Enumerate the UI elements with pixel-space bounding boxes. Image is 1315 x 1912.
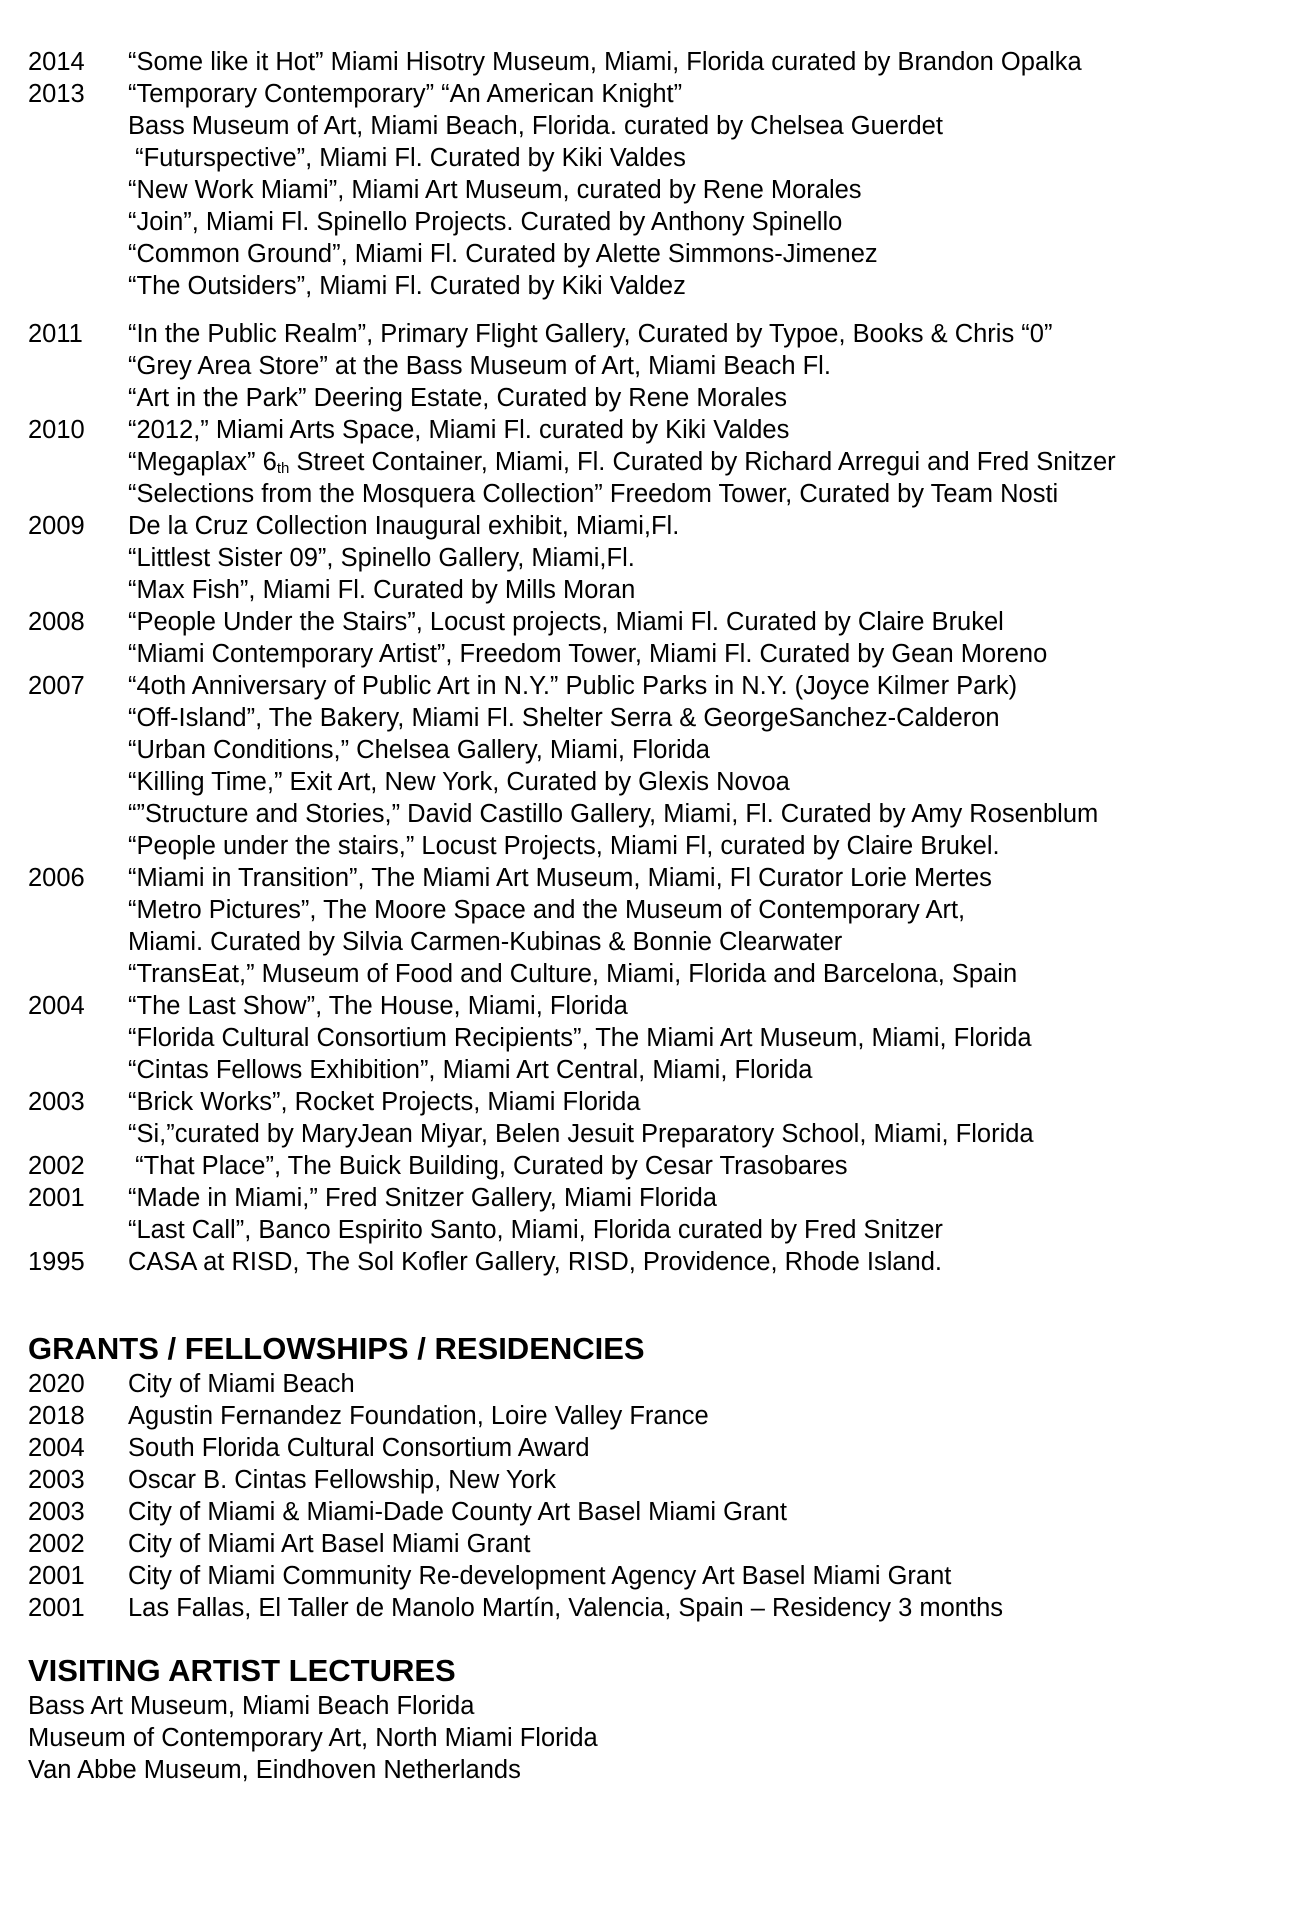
exhibition-row — [28, 862, 1288, 894]
exhibition-text: “4oth Anniversary of Public Art in N.Y.” Public Parks in N.Y. (Joyce Kilmer Park) — [128, 672, 1018, 700]
exhibition-text-pre: “Megaplax” 6 — [128, 448, 277, 476]
exhibition-year: 2007 — [28, 672, 85, 700]
exhibition-row — [28, 110, 1288, 142]
exhibition-text: “Miami Contemporary Artist”, Freedom Tower, Miami Fl. Curated by Gean Moreno — [128, 640, 1048, 668]
exhibition-row — [28, 46, 1288, 78]
exhibition-text: “Join”, Miami Fl. Spinello Projects. Curated by Anthony Spinello — [128, 208, 843, 236]
exhibition-year — [28, 142, 128, 174]
spacer — [28, 302, 1288, 318]
exhibition-year — [28, 734, 128, 766]
exhibition-row — [28, 1086, 1288, 1118]
exhibition-year — [28, 766, 128, 798]
exhibition-text: “Cintas Fellows Exhibition”, Miami Art Central, Miami, Florida — [128, 1056, 813, 1084]
exhibition-text: “TransEat,” Museum of Food and Culture, Miami, Florida and Barcelona, Spain — [128, 960, 1018, 988]
ordinal-suffix: th — [276, 460, 290, 477]
exhibition-year — [28, 478, 128, 510]
exhibition-row — [28, 78, 1288, 110]
exhibition-year — [28, 1214, 128, 1246]
exhibition-row — [28, 318, 1288, 350]
exhibition-text: “Urban Conditions,” Chelsea Gallery, Miami, Florida — [128, 736, 710, 764]
exhibition-text: “Brick Works”, Rocket Projects, Miami Florida — [128, 1088, 641, 1116]
exhibition-year: 2008 — [28, 608, 85, 636]
grant-year: 2004 — [28, 1434, 85, 1462]
exhibition-row — [28, 238, 1288, 270]
exhibition-year — [28, 702, 128, 734]
grant-text: City of Miami Community Re-development Agency Art Basel Miami Grant — [128, 1562, 952, 1590]
exhibition-row — [28, 1054, 1288, 1086]
grant-text: City of Miami Beach — [128, 1370, 355, 1398]
exhibition-text: “That Place”, The Buick Building, Curated by Cesar Trasobares — [128, 1152, 848, 1180]
exhibition-row — [28, 574, 1288, 606]
exhibition-text: “Futurspective”, Miami Fl. Curated by Kiki Valdes — [128, 144, 686, 172]
exhibition-year — [28, 382, 128, 414]
exhibition-year: 2011 — [28, 320, 83, 348]
exhibition-row — [28, 638, 1288, 670]
exhibition-text: “2012,” Miami Arts Space, Miami Fl. curated by Kiki Valdes — [128, 416, 790, 444]
grant-year: 2018 — [28, 1402, 85, 1430]
exhibition-text: “Florida Cultural Consortium Recipients”, The Miami Art Museum, Miami, Florida — [128, 1024, 1032, 1052]
exhibition-row — [28, 206, 1288, 238]
exhibition-text: “The Outsiders”, Miami Fl. Curated by Kiki Valdez — [128, 272, 686, 300]
exhibition-row — [28, 1022, 1288, 1054]
exhibition-year — [28, 574, 128, 606]
grant-text: City of Miami & Miami-Dade County Art Basel Miami Grant — [128, 1498, 787, 1526]
exhibition-text: “Max Fish”, Miami Fl. Curated by Mills Moran — [128, 576, 636, 604]
exhibition-row — [28, 382, 1288, 414]
exhibition-row — [28, 142, 1288, 174]
exhibition-text: “Some like it Hot” Miami Hisotry Museum, Miami, Florida curated by Brandon Opalka — [128, 48, 1082, 76]
exhibition-year — [28, 174, 128, 206]
exhibition-text: “The Last Show”, The House, Miami, Florida — [128, 992, 628, 1020]
exhibition-row — [28, 446, 1288, 478]
grant-year: 2001 — [28, 1594, 85, 1622]
exhibition-row — [28, 798, 1288, 830]
exhibition-year: 2004 — [28, 992, 85, 1020]
grant-year: 2002 — [28, 1530, 85, 1558]
exhibition-year — [28, 798, 128, 830]
grant-year: 2003 — [28, 1498, 85, 1526]
exhibition-row — [28, 174, 1288, 206]
exhibition-text: “Si,”curated by MaryJean Miyar, Belen Jesuit Preparatory School, Miami, Florida — [128, 1120, 1034, 1148]
exhibition-row — [28, 1246, 1288, 1278]
exhibition-text: “New Work Miami”, Miami Art Museum, curated by Rene Morales — [128, 176, 862, 204]
exhibition-text: “Killing Time,” Exit Art, New York, Curated by Glexis Novoa — [128, 768, 790, 796]
exhibition-text: “Metro Pictures”, The Moore Space and the Museum of Contemporary Art, — [128, 896, 966, 924]
exhibition-text: “Off-Island”, The Bakery, Miami Fl. Shelter Serra & GeorgeSanchez-Calderon — [128, 704, 1000, 732]
exhibition-year — [28, 110, 128, 142]
exhibition-row — [28, 1182, 1288, 1214]
exhibition-text: “Common Ground”, Miami Fl. Curated by Alette Simmons-Jimenez — [128, 240, 878, 268]
exhibition-row — [28, 702, 1288, 734]
exhibition-text: “Grey Area Store” at the Bass Museum of Art, Miami Beach Fl. — [128, 352, 831, 380]
exhibition-year — [28, 926, 128, 958]
exhibition-year: 1995 — [28, 1248, 85, 1276]
grant-year: 2003 — [28, 1466, 85, 1494]
exhibition-year: 2002 — [28, 1152, 85, 1180]
exhibition-text: “Selections from the Mosquera Collection” Freedom Tower, Curated by Team Nosti — [128, 480, 1059, 508]
exhibition-year — [28, 446, 128, 478]
exhibition-year: 2001 — [28, 1184, 85, 1212]
exhibition-text: “Made in Miami,” Fred Snitzer Gallery, Miami Florida — [128, 1184, 717, 1212]
grant-text: South Florida Cultural Consortium Award — [128, 1434, 590, 1462]
exhibition-row — [28, 606, 1288, 638]
exhibition-row — [28, 510, 1288, 542]
lecture-item: Museum of Contemporary Art, North Miami Florida — [28, 1724, 598, 1752]
exhibition-year — [28, 1118, 128, 1150]
exhibition-year — [28, 270, 128, 302]
grant-row — [28, 1368, 1288, 1400]
exhibition-year — [28, 958, 128, 990]
exhibition-row — [28, 270, 1288, 302]
exhibition-text: “Littlest Sister 09”, Spinello Gallery, Miami,Fl. — [128, 544, 635, 572]
cv-page — [28, 46, 1288, 1786]
exhibition-row — [28, 830, 1288, 862]
exhibition-row — [28, 894, 1288, 926]
exhibition-text: Miami. Curated by Silvia Carmen-Kubinas & Bonnie Clearwater — [128, 928, 843, 956]
exhibition-row — [28, 350, 1288, 382]
grant-row — [28, 1528, 1288, 1560]
exhibition-year — [28, 542, 128, 574]
exhibition-year — [28, 238, 128, 270]
exhibition-text: “”Structure and Stories,” David Castillo Gallery, Miami, Fl. Curated by Amy Rosenblum — [128, 800, 1099, 828]
exhibition-row — [28, 1150, 1288, 1182]
exhibition-text: Bass Museum of Art, Miami Beach, Florida. curated by Chelsea Guerdet — [128, 112, 943, 140]
grant-text: Las Fallas, El Taller de Manolo Martín, Valencia, Spain – Residency 3 months — [128, 1594, 1004, 1622]
exhibition-row — [28, 478, 1288, 510]
exhibition-text: “In the Public Realm”, Primary Flight Gallery, Curated by Typoe, Books & Chris “0” — [128, 320, 1053, 348]
grant-text: Agustin Fernandez Foundation, Loire Valley France — [128, 1402, 709, 1430]
grant-row — [28, 1592, 1288, 1624]
exhibition-text: “People Under the Stairs”, Locust projects, Miami Fl. Curated by Claire Brukel — [128, 608, 1004, 636]
grant-row — [28, 1464, 1288, 1496]
exhibition-row — [28, 990, 1288, 1022]
grant-year: 2001 — [28, 1562, 85, 1590]
exhibition-row — [28, 926, 1288, 958]
exhibition-row — [28, 734, 1288, 766]
exhibition-row — [28, 414, 1288, 446]
exhibition-text: “People under the stairs,” Locust Projects, Miami Fl, curated by Claire Brukel. — [128, 832, 1000, 860]
grant-text: Oscar B. Cintas Fellowship, New York — [128, 1466, 556, 1494]
grant-year: 2020 — [28, 1370, 85, 1398]
spacer — [28, 1624, 1288, 1652]
exhibition-text: “Miami in Transition”, The Miami Art Museum, Miami, Fl Curator Lorie Mertes — [128, 864, 992, 892]
grants-heading: GRANTS / FELLOWSHIPS / RESIDENCIES — [28, 1331, 645, 1366]
exhibition-text-post: Street Container, Miami, Fl. Curated by Richard Arregui and Fred Snitzer — [289, 448, 1116, 476]
exhibition-text: “Temporary Contemporary” “An American Knight” — [128, 80, 683, 108]
exhibition-row — [28, 542, 1288, 574]
grant-text: City of Miami Art Basel Miami Grant — [128, 1530, 531, 1558]
grant-row — [28, 1432, 1288, 1464]
lecture-item: Bass Art Museum, Miami Beach Florida — [28, 1692, 475, 1720]
exhibition-year: 2013 — [28, 80, 85, 108]
exhibition-row — [28, 670, 1288, 702]
exhibition-text: “Last Call”, Banco Espirito Santo, Miami, Florida curated by Fred Snitzer — [128, 1216, 943, 1244]
lecture-item: Van Abbe Museum, Eindhoven Netherlands — [28, 1756, 521, 1784]
exhibition-row — [28, 958, 1288, 990]
exhibition-year — [28, 206, 128, 238]
grant-row — [28, 1560, 1288, 1592]
exhibition-row — [28, 1118, 1288, 1150]
exhibition-year — [28, 1022, 128, 1054]
exhibition-year — [28, 638, 128, 670]
exhibition-text: CASA at RISD, The Sol Kofler Gallery, RISD, Providence, Rhode Island. — [128, 1248, 943, 1276]
grant-row — [28, 1496, 1288, 1528]
exhibition-year: 2006 — [28, 864, 85, 892]
exhibition-year: 2009 — [28, 512, 85, 540]
exhibition-text: “Art in the Park” Deering Estate, Curated by Rene Morales — [128, 384, 788, 412]
grant-row — [28, 1400, 1288, 1432]
exhibition-year — [28, 830, 128, 862]
exhibition-year: 2003 — [28, 1088, 85, 1116]
exhibition-year: 2014 — [28, 48, 85, 76]
exhibition-year — [28, 894, 128, 926]
exhibition-year — [28, 350, 128, 382]
exhibition-row — [28, 1214, 1288, 1246]
lectures-heading: VISITING ARTIST LECTURES — [28, 1653, 456, 1688]
exhibition-text: De la Cruz Collection Inaugural exhibit, Miami,Fl. — [128, 512, 680, 540]
spacer — [28, 1278, 1288, 1330]
exhibition-row — [28, 766, 1288, 798]
exhibition-year: 2010 — [28, 416, 85, 444]
exhibition-year — [28, 1054, 128, 1086]
exhibition-text — [128, 446, 1288, 478]
